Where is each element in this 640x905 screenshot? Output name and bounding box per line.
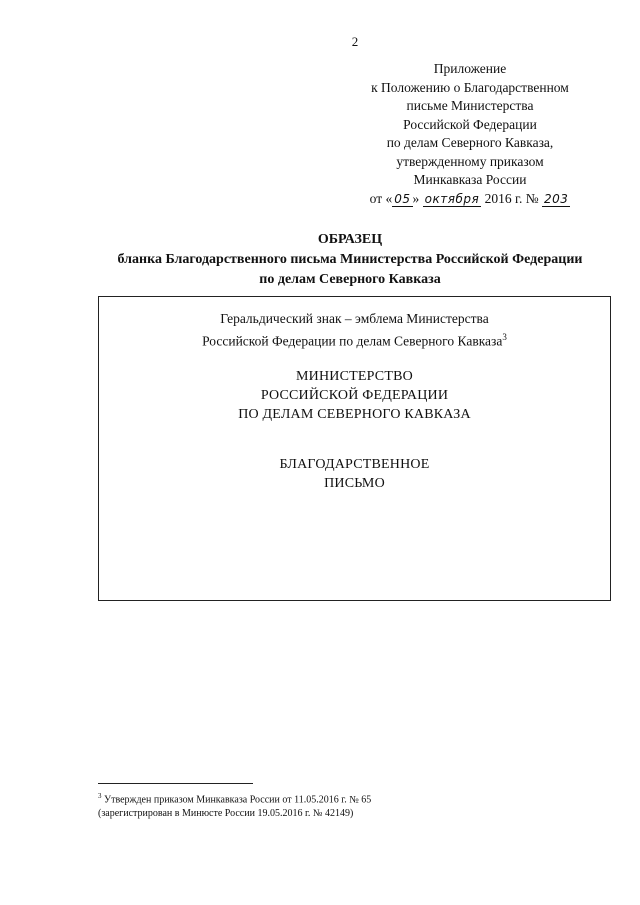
title-heading: ОБРАЗЕЦ [317, 232, 383, 247]
letter-line-2: ПИСЬМО [324, 476, 385, 491]
title-line-2: по делам Северного Кавказа [259, 272, 441, 287]
date-year: 2016 г. № [484, 190, 539, 206]
page-number: 2 [351, 34, 359, 49]
emblem-line-2: Российской Федерации по делам Северного Кавказа [202, 333, 503, 349]
appendix-line: по делам Северного Кавказа, [386, 135, 554, 150]
footnote [98, 789, 598, 821]
title-line-1: бланка Благодарственного письма Министерства Российской Федерации [117, 252, 583, 267]
emblem-line-1: Геральдический знак – эмблема Министерства [220, 311, 489, 326]
date-mid: » [412, 190, 420, 206]
appendix-line: Российской Федерации [403, 116, 537, 132]
emblem-line-2-wrap [99, 328, 610, 351]
ministry-line-3: ПО ДЕЛАМ СЕВЕРНОГО КАВКАЗА [238, 407, 471, 422]
footnote-divider [98, 783, 253, 784]
footnote-mark: 3 [98, 792, 102, 800]
document-title [80, 230, 620, 290]
ministry-name [99, 367, 610, 424]
date-month-handwritten: октября [424, 191, 480, 206]
footnote-line-1-wrap [98, 789, 598, 807]
footnote-line-1: Утвержден приказом Минкавказа России от 11.05.2016 г. № 65 [101, 794, 372, 806]
ministry-line-1: МИНИСТЕРСТВО [296, 369, 413, 384]
appendix-block [330, 60, 610, 208]
order-number-handwritten: 203 [543, 191, 569, 206]
date-day-handwritten: 05 [394, 191, 411, 206]
emblem-footnote-mark: 3 [502, 332, 507, 342]
date-prefix: от « [369, 190, 393, 206]
appendix-date-line [330, 190, 610, 209]
footnote-line-2: (зарегистрирован в Минюсте России 19.05.2016 г. № 42149) [98, 808, 354, 820]
letter-type [99, 455, 610, 493]
emblem-placeholder [99, 309, 610, 351]
appendix-line: Приложение [433, 61, 507, 76]
ministry-line-2: РОССИЙСКОЙ ФЕДЕРАЦИИ [260, 388, 449, 403]
appendix-line: письме Министерства [406, 98, 534, 113]
appendix-line: Минкавказа России [413, 172, 527, 187]
appendix-line: к Положению о Благодарственном [371, 79, 569, 95]
letter-form-frame [98, 296, 611, 601]
letter-line-1: БЛАГОДАРСТВЕННОЕ [279, 457, 430, 472]
appendix-line: утвержденному приказом [396, 153, 544, 169]
